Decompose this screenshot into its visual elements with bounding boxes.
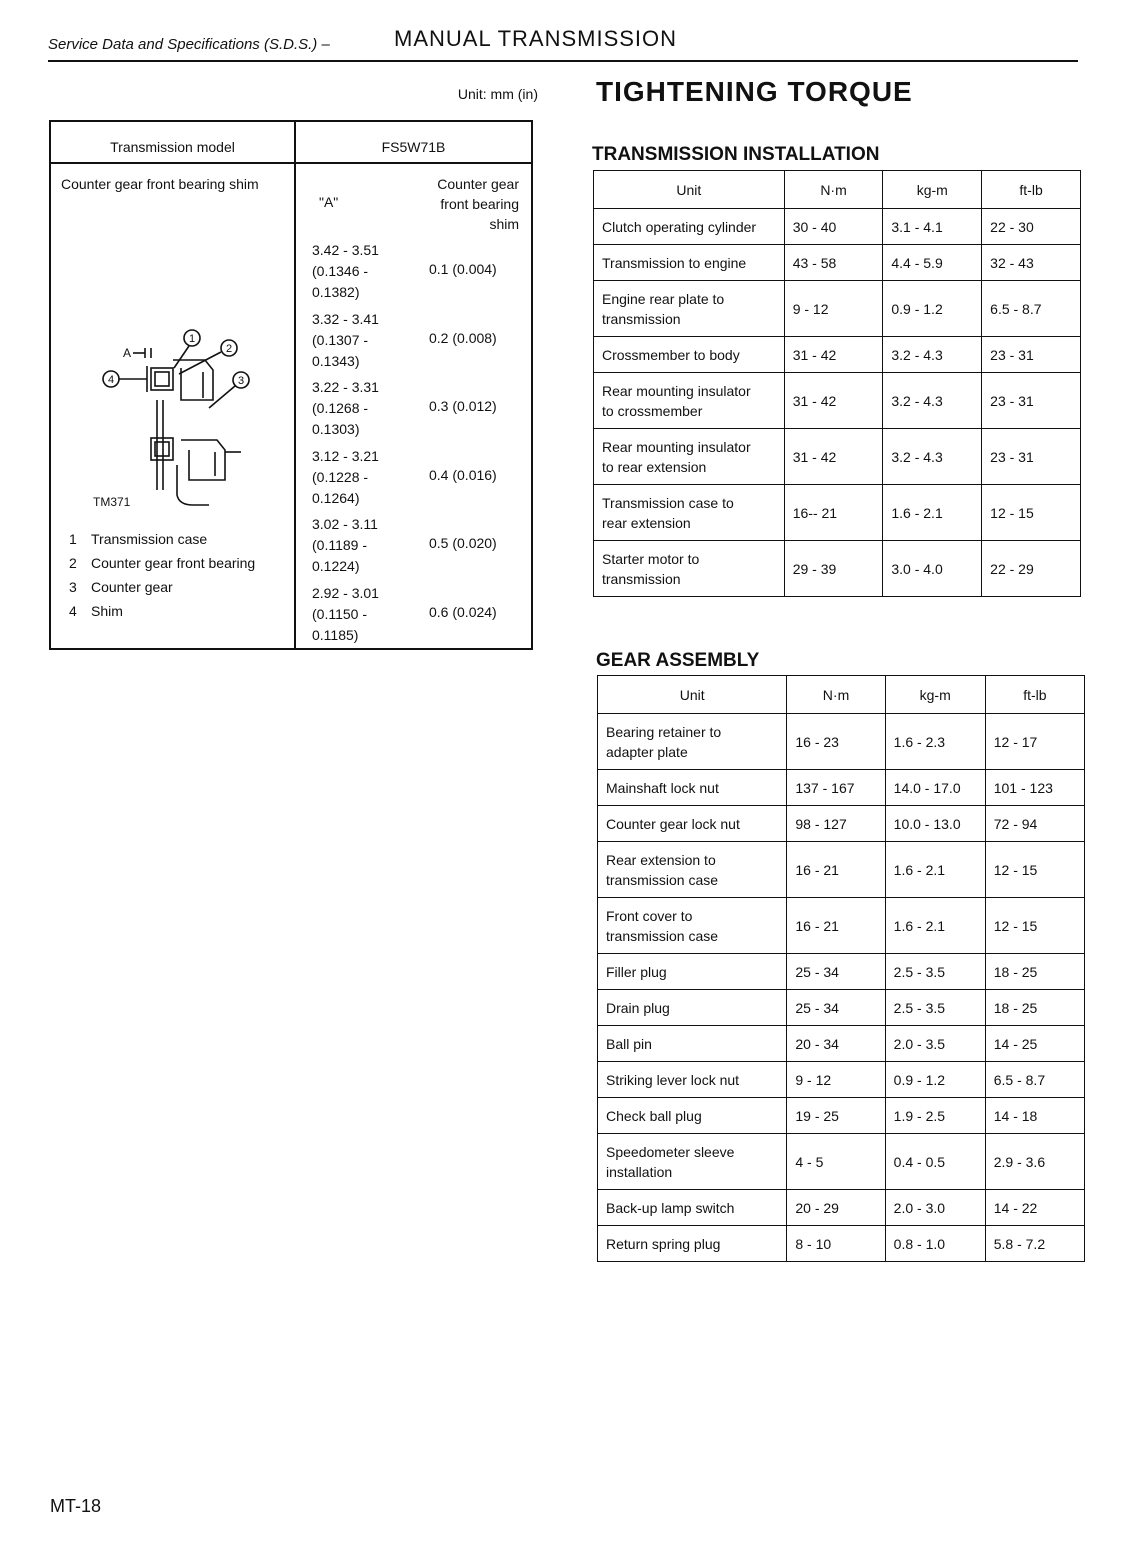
- torque-unit-name: Back-up lamp switch: [598, 1190, 787, 1226]
- table-row: [598, 1026, 1085, 1062]
- torque-ftlb-value: 14 - 25: [985, 1026, 1084, 1062]
- torque-kgm-value: 3.2 - 4.3: [883, 429, 982, 485]
- installation-section-title: TRANSMISSION INSTALLATION: [592, 144, 880, 165]
- legend-item: 4 Shim: [69, 603, 123, 619]
- table-row: [598, 714, 1085, 770]
- shim-spec-table: [49, 120, 533, 650]
- torque-kgm-value: 2.0 - 3.0: [885, 1190, 985, 1226]
- gear-torque-table: [597, 675, 1085, 1262]
- torque-ftlb-value: 72 - 94: [985, 806, 1084, 842]
- torque-nm-value: 31 - 42: [784, 373, 883, 429]
- table-row: [598, 1134, 1085, 1190]
- table-row: [598, 1226, 1085, 1262]
- table-row: [594, 485, 1081, 541]
- table-row: [598, 954, 1085, 990]
- callout-2: 2: [225, 343, 233, 355]
- table-row: [594, 209, 1081, 245]
- torque-nm-value: 20 - 29: [787, 1190, 885, 1226]
- torque-ftlb-value: 14 - 22: [985, 1190, 1084, 1226]
- transmission-model-header: Transmission model: [110, 139, 235, 155]
- shim-row-a-value: 3.02 - 3.11 (0.1189 - 0.1224): [312, 516, 378, 574]
- table-row: [598, 1098, 1085, 1134]
- shim-row-a-value: 3.22 - 3.31 (0.1268 - 0.1303): [312, 379, 379, 437]
- column-header: ft-lb: [982, 171, 1081, 209]
- torque-nm-value: 16 - 21: [787, 898, 885, 954]
- torque-kgm-value: 10.0 - 13.0: [885, 806, 985, 842]
- torque-kgm-value: 0.9 - 1.2: [885, 1062, 985, 1098]
- legend-item: 2 Counter gear front bearing: [69, 555, 256, 571]
- shim-row-thickness: 0.1 (0.004): [429, 261, 497, 277]
- torque-ftlb-value: 23 - 31: [982, 373, 1081, 429]
- installation-torque-table: [593, 170, 1081, 597]
- tightening-torque-title: TIGHTENING TORQUE: [596, 76, 913, 107]
- torque-unit-name: Return spring plug: [598, 1226, 787, 1262]
- torque-ftlb-value: 23 - 31: [982, 429, 1081, 485]
- torque-kgm-value: 3.2 - 4.3: [883, 337, 982, 373]
- torque-kgm-value: 4.4 - 5.9: [883, 245, 982, 281]
- torque-nm-value: 137 - 167: [787, 770, 885, 806]
- shim-row-a-value: 3.42 - 3.51 (0.1346 - 0.1382): [312, 242, 379, 300]
- column-header: kg-m: [885, 676, 985, 714]
- torque-unit-name: Engine rear plate to transmission: [594, 281, 785, 337]
- shim-row-thickness: 0.6 (0.024): [429, 603, 497, 620]
- torque-unit-name: Filler plug: [598, 954, 787, 990]
- unit-label: Unit: mm (in): [457, 86, 538, 102]
- torque-nm-value: 16-- 21: [784, 485, 883, 541]
- counter-gear-shim-diagram: [89, 300, 289, 520]
- transmission-model-value: FS5W71B: [381, 139, 446, 155]
- column-header: N·m: [784, 171, 883, 209]
- callout-4: 4: [107, 374, 115, 386]
- torque-ftlb-value: 6.5 - 8.7: [985, 1062, 1084, 1098]
- torque-nm-value: 30 - 40: [784, 209, 883, 245]
- table-row: [594, 281, 1081, 337]
- section-label: Service Data and Specifications (S.D.S.) –: [48, 36, 330, 53]
- table-row: [598, 898, 1085, 954]
- torque-nm-value: 20 - 34: [787, 1026, 885, 1062]
- callout-a: A: [122, 346, 132, 360]
- torque-ftlb-value: 12 - 15: [985, 842, 1084, 898]
- torque-ftlb-value: 18 - 25: [985, 990, 1084, 1026]
- torque-ftlb-value: 6.5 - 8.7: [982, 281, 1081, 337]
- table-row: [594, 429, 1081, 485]
- torque-unit-name: Rear mounting insulator to crossmember: [594, 373, 785, 429]
- callout-1: 1: [188, 333, 196, 345]
- torque-kgm-value: 1.6 - 2.3: [885, 714, 985, 770]
- torque-ftlb-value: 14 - 18: [985, 1098, 1084, 1134]
- torque-unit-name: Transmission case to rear extension: [594, 485, 785, 541]
- torque-unit-name: Crossmember to body: [594, 337, 785, 373]
- torque-unit-name: Starter motor to transmission: [594, 541, 785, 597]
- torque-kgm-value: 2.5 - 3.5: [885, 990, 985, 1026]
- torque-unit-name: Front cover to transmission case: [598, 898, 787, 954]
- torque-kgm-value: 0.8 - 1.0: [885, 1226, 985, 1262]
- column-header: Unit: [598, 676, 787, 714]
- torque-nm-value: 16 - 23: [787, 714, 885, 770]
- torque-ftlb-value: 32 - 43: [982, 245, 1081, 281]
- torque-kgm-value: 1.6 - 2.1: [885, 842, 985, 898]
- torque-ftlb-value: 12 - 15: [982, 485, 1081, 541]
- torque-nm-value: 9 - 12: [784, 281, 883, 337]
- torque-kgm-value: 2.0 - 3.5: [885, 1026, 985, 1062]
- torque-unit-name: Bearing retainer to adapter plate: [598, 714, 787, 770]
- torque-unit-name: Striking lever lock nut: [598, 1062, 787, 1098]
- shim-row-thickness: 0.2 (0.008): [429, 329, 497, 346]
- table-row: [594, 373, 1081, 429]
- torque-kgm-value: 14.0 - 17.0: [885, 770, 985, 806]
- column-header: N·m: [787, 676, 885, 714]
- table-row: [598, 770, 1085, 806]
- torque-kgm-value: 3.0 - 4.0: [883, 541, 982, 597]
- torque-ftlb-value: 12 - 17: [985, 714, 1084, 770]
- torque-kgm-value: 1.6 - 2.1: [883, 485, 982, 541]
- column-header: Unit: [594, 171, 785, 209]
- torque-unit-name: Check ball plug: [598, 1098, 787, 1134]
- torque-nm-value: 31 - 42: [784, 429, 883, 485]
- torque-ftlb-value: 22 - 29: [982, 541, 1081, 597]
- torque-ftlb-value: 22 - 30: [982, 209, 1081, 245]
- torque-unit-name: Ball pin: [598, 1026, 787, 1062]
- torque-nm-value: 31 - 42: [784, 337, 883, 373]
- table-row: [598, 990, 1085, 1026]
- torque-nm-value: 16 - 21: [787, 842, 885, 898]
- column-a-header: "A": [319, 194, 339, 210]
- torque-ftlb-value: 5.8 - 7.2: [985, 1226, 1084, 1262]
- torque-unit-name: Counter gear lock nut: [598, 806, 787, 842]
- torque-nm-value: 9 - 12: [787, 1062, 885, 1098]
- table-row: [594, 245, 1081, 281]
- callout-3: 3: [237, 375, 245, 387]
- torque-nm-value: 29 - 39: [784, 541, 883, 597]
- column-header: kg-m: [883, 171, 982, 209]
- shim-row-thickness: 0.4 (0.016): [429, 466, 497, 483]
- torque-kgm-value: 0.9 - 1.2: [883, 281, 982, 337]
- table-row: [598, 806, 1085, 842]
- column-shim-header: Counter gear front bearing shim: [437, 176, 519, 232]
- torque-unit-name: Speedometer sleeve installation: [598, 1134, 787, 1190]
- legend-item: 1 Transmission case: [69, 531, 208, 547]
- torque-kgm-value: 1.9 - 2.5: [885, 1098, 985, 1134]
- page-number: MT-18: [50, 1496, 102, 1516]
- torque-nm-value: 19 - 25: [787, 1098, 885, 1134]
- torque-unit-name: Clutch operating cylinder: [594, 209, 785, 245]
- shim-row-a-value: 3.12 - 3.21 (0.1228 - 0.1264): [312, 447, 379, 506]
- torque-ftlb-value: 101 - 123: [985, 770, 1084, 806]
- torque-nm-value: 98 - 127: [787, 806, 885, 842]
- page-title: MANUAL TRANSMISSION: [394, 26, 678, 51]
- table-row: [594, 337, 1081, 373]
- torque-kgm-value: 3.2 - 4.3: [883, 373, 982, 429]
- legend-item: 3 Counter gear: [69, 579, 173, 595]
- torque-ftlb-value: 2.9 - 3.6: [985, 1134, 1084, 1190]
- column-header: ft-lb: [985, 676, 1084, 714]
- torque-kgm-value: 3.1 - 4.1: [883, 209, 982, 245]
- torque-nm-value: 25 - 34: [787, 954, 885, 990]
- torque-unit-name: Rear mounting insulator to rear extension: [594, 429, 785, 485]
- torque-nm-value: 25 - 34: [787, 990, 885, 1026]
- torque-unit-name: Rear extension to transmission case: [598, 842, 787, 898]
- table-row: [598, 1062, 1085, 1098]
- torque-kgm-value: 0.4 - 0.5: [885, 1134, 985, 1190]
- shim-row-a-value: 2.92 - 3.01 (0.1150 - 0.1185): [312, 584, 379, 643]
- torque-nm-value: 43 - 58: [784, 245, 883, 281]
- torque-nm-value: 4 - 5: [787, 1134, 885, 1190]
- spec-item-name: Counter gear front bearing shim: [61, 176, 259, 192]
- torque-ftlb-value: 23 - 31: [982, 337, 1081, 373]
- torque-ftlb-value: 18 - 25: [985, 954, 1084, 990]
- shim-row-a-value: 3.32 - 3.41 (0.1307 - 0.1343): [312, 310, 379, 369]
- table-row: [598, 1190, 1085, 1226]
- torque-unit-name: Transmission to engine: [594, 245, 785, 281]
- table-row: [594, 541, 1081, 597]
- shim-row-thickness: 0.5 (0.020): [429, 535, 497, 551]
- figure-code: TM371: [93, 495, 131, 509]
- page-header: [48, 24, 1078, 62]
- torque-kgm-value: 1.6 - 2.1: [885, 898, 985, 954]
- torque-unit-name: Mainshaft lock nut: [598, 770, 787, 806]
- table-row: [598, 842, 1085, 898]
- torque-kgm-value: 2.5 - 3.5: [885, 954, 985, 990]
- torque-ftlb-value: 12 - 15: [985, 898, 1084, 954]
- torque-unit-name: Drain plug: [598, 990, 787, 1026]
- gear-section-title: GEAR ASSEMBLY: [596, 650, 760, 671]
- shim-row-thickness: 0.3 (0.012): [429, 398, 497, 414]
- torque-nm-value: 8 - 10: [787, 1226, 885, 1262]
